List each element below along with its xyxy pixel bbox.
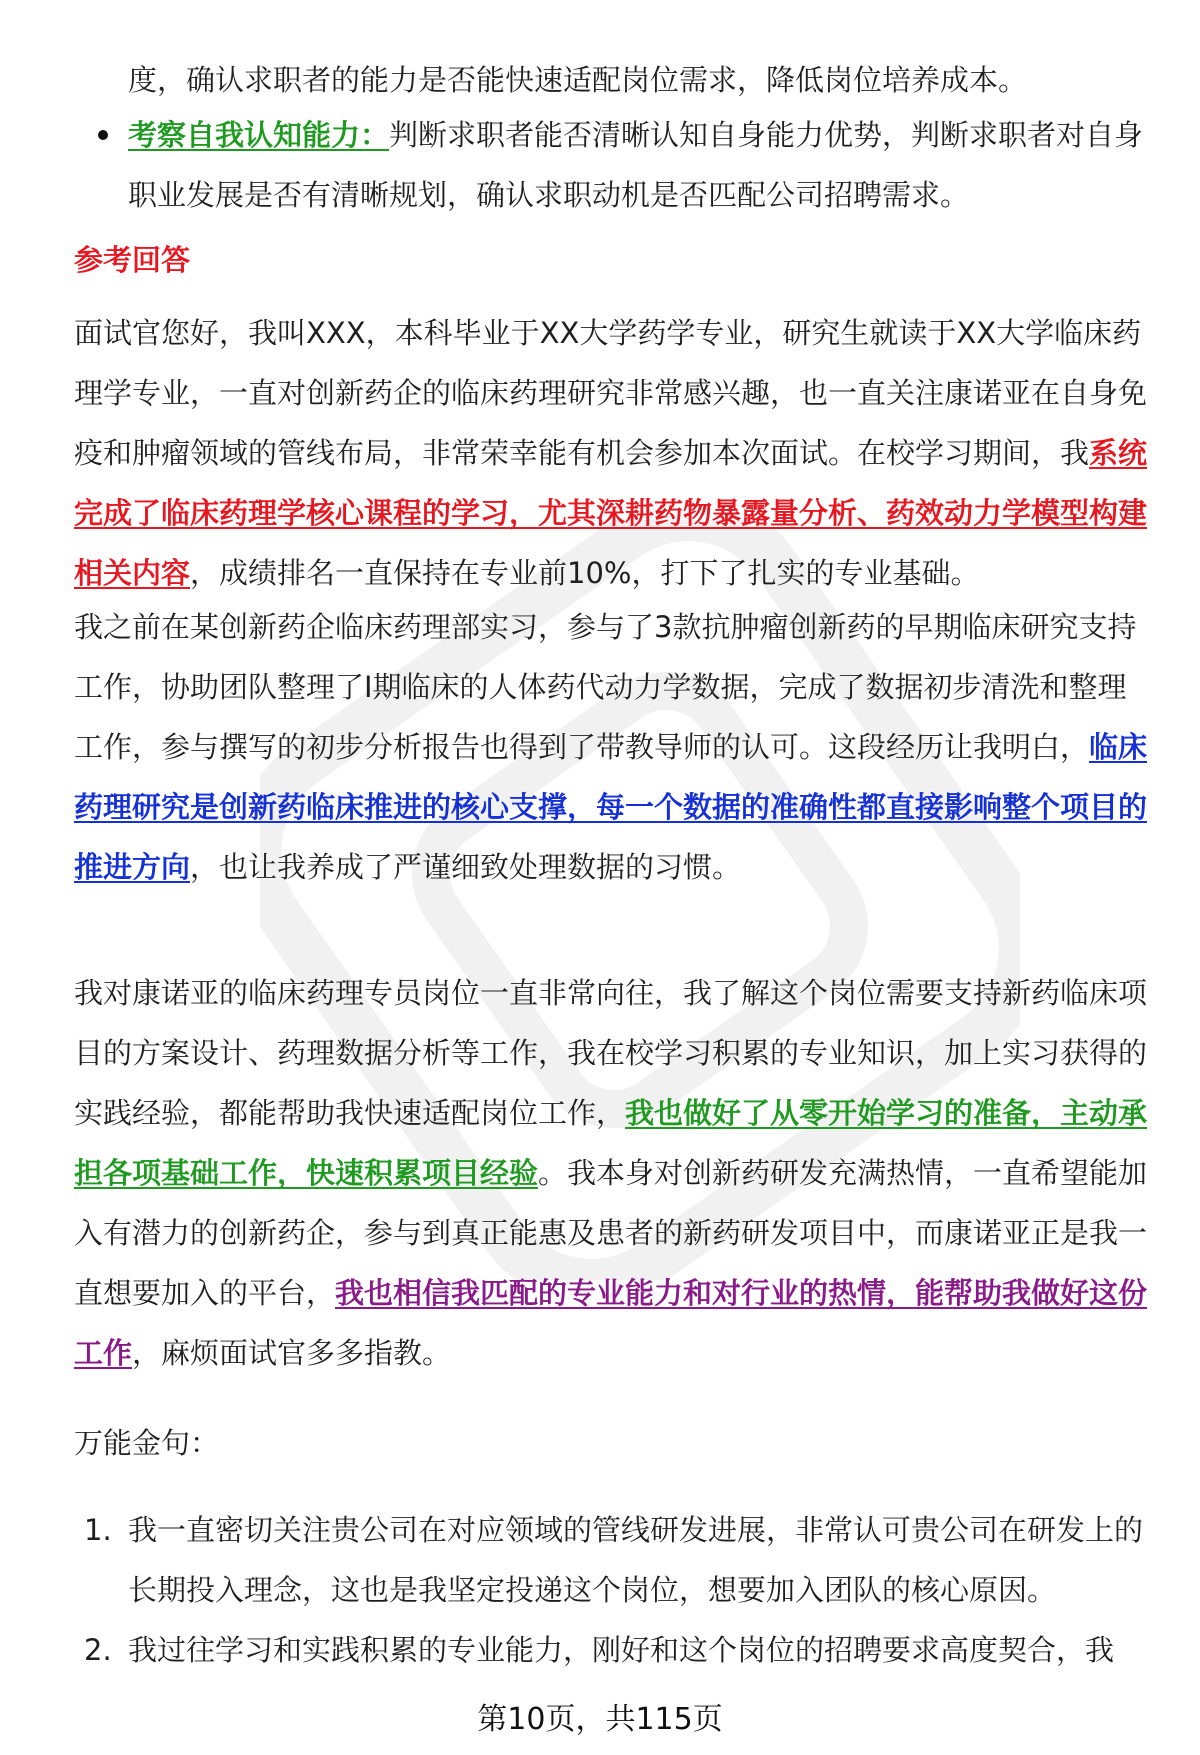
answer-3-text: 我对康诺亚的临床药理专员岗位一直非常向往，我了解这个岗位需要支持新药临床项目的方案设计、药理数据分析等工作，我在校学习积累的专业知识，加上实习获得的实践经验，都能帮助我快速适配岗位工作， (74, 976, 1148, 1130)
answer-paragraph-3 (74, 963, 1154, 1383)
section-heading: 参考回答 (74, 243, 191, 277)
answer-3-highlight-1: 我也做好了从零开始学习的准备，主动承担各项基础工作，快速积累项目经验 (74, 1096, 1148, 1190)
answer-3-highlight-2: 我也相信我匹配的专业能力和对行业的热情，能帮助我做好这份工作 (74, 1276, 1148, 1370)
bullet-text: 判断求职者能否清晰认知自身能力优势，判断求职者对自身职业发展是否有清晰规划，确认求职动机是否匹配公司招聘需求。 (128, 118, 1144, 212)
golden-sentences-title: 万能金句： (74, 1426, 220, 1460)
page-footer: 第10页，共115页 (477, 1702, 723, 1737)
golden-sentence-1: 我一直密切关注贵公司在对应领域的管线研发进展，非常认可贵公司在研发上的长期投入理念，这也是我坚定投递这个岗位，想要加入团队的核心原因。 (128, 1513, 1144, 1607)
golden-sentence-2: 我过往学习和实践积累的专业能力，刚好和这个岗位的招聘要求高度契合，我 (128, 1633, 1115, 1667)
bullet-dot (98, 130, 108, 140)
bullet-label: 考察自我认知能力： (128, 118, 390, 152)
bullet-continuation: 度，确认求职者的能力是否能快速适配岗位需求，降低岗位培养成本。 (128, 63, 1028, 97)
answer-2-text: 我之前在某创新药企临床药理部实习，参与了3款抗肿瘤创新药的早期临床研究支持工作，协助团队整理了I期临床的人体药代动力学数据，完成了数据初步清洗和整理工作，参与撰写的初步分析报告也得到了带教导师的认可。这段经历让我明白， (74, 610, 1137, 764)
answer-3-middle: 。我本身对创新药研发充满热情，一直希望能加入有潜力的创新药企，参与到真正能惠及患者的新药研发项目中，而康诺亚正是我一直想要加入的平台， (74, 1156, 1148, 1310)
answer-2-highlight: 临床药理研究是创新药临床推进的核心支撑，每一个数据的准确性都直接影响整个项目的推进方向 (74, 730, 1148, 884)
bullet-self-awareness (128, 105, 1148, 225)
answer-2-tail: ，也让我养成了严谨细致处理数据的习惯。 (190, 850, 742, 884)
list-number-1: 1. (84, 1513, 112, 1547)
answer-1-text: 面试官您好，我叫XXX，本科毕业于XX大学药学专业，研究生就读于XX大学临床药理学专业，一直对创新药企的临床药理研究非常感兴趣，也一直关注康诺亚在自身免疫和肿瘤领域的管线布局，非常荣幸能有机会参加本次面试。在校学习期间，我 (74, 316, 1148, 470)
list-number-2: 2. (84, 1633, 112, 1667)
answer-paragraph-2 (74, 597, 1154, 897)
answer-3-tail: ，麻烦面试官多多指教。 (132, 1336, 452, 1370)
answer-1-tail: ，成绩排名一直保持在专业前10%，打下了扎实的专业基础。 (190, 556, 980, 590)
answer-1-highlight: 系统完成了临床药理学核心课程的学习，尤其深耕药物暴露量分析、药效动力学模型构建相关内容 (74, 436, 1148, 590)
answer-paragraph-1 (74, 303, 1154, 603)
